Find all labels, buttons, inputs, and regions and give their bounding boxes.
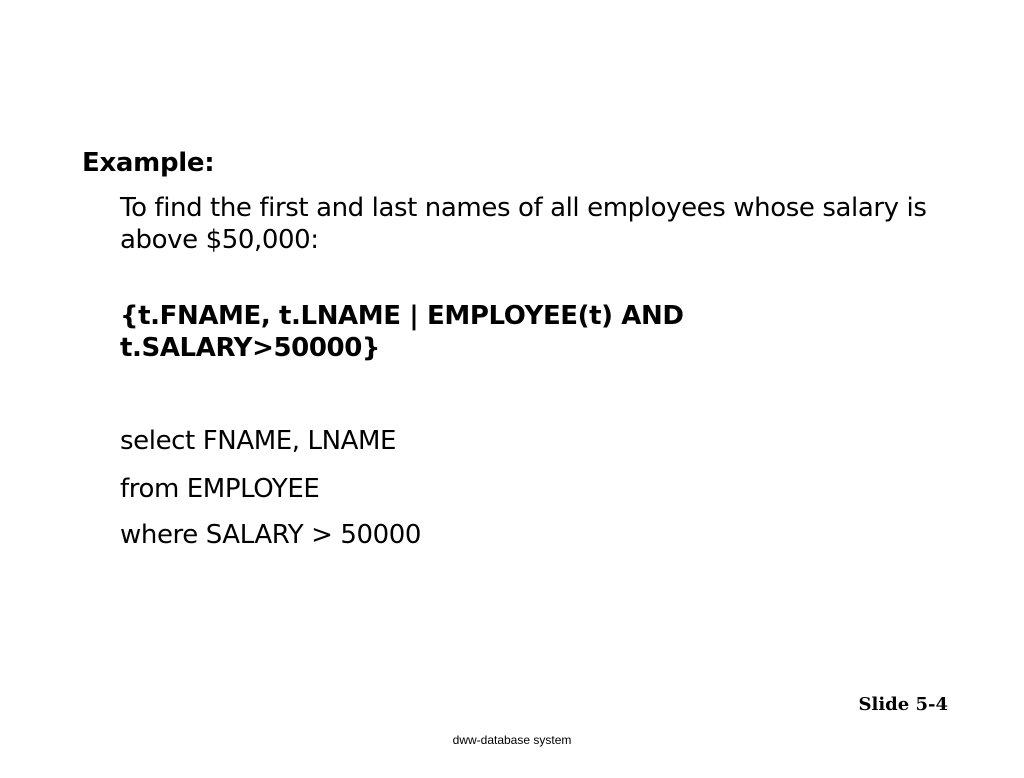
tuple-calculus-formula: {t.FNAME, t.LNAME | EMPLOYEE(t) AND t.SALARY>50000} xyxy=(120,301,684,363)
slide-number: Slide 5-4 xyxy=(858,694,948,715)
example-heading: Example: xyxy=(82,148,215,178)
footer-text: dww-database system xyxy=(452,733,572,747)
example-description: To find the first and last names of all employees whose salary is above $50,000: xyxy=(120,193,927,255)
sql-from-line: from EMPLOYEE xyxy=(120,474,320,504)
sql-select-line: select FNAME, LNAME xyxy=(120,426,397,456)
sql-where-line: where SALARY > 50000 xyxy=(120,520,422,550)
